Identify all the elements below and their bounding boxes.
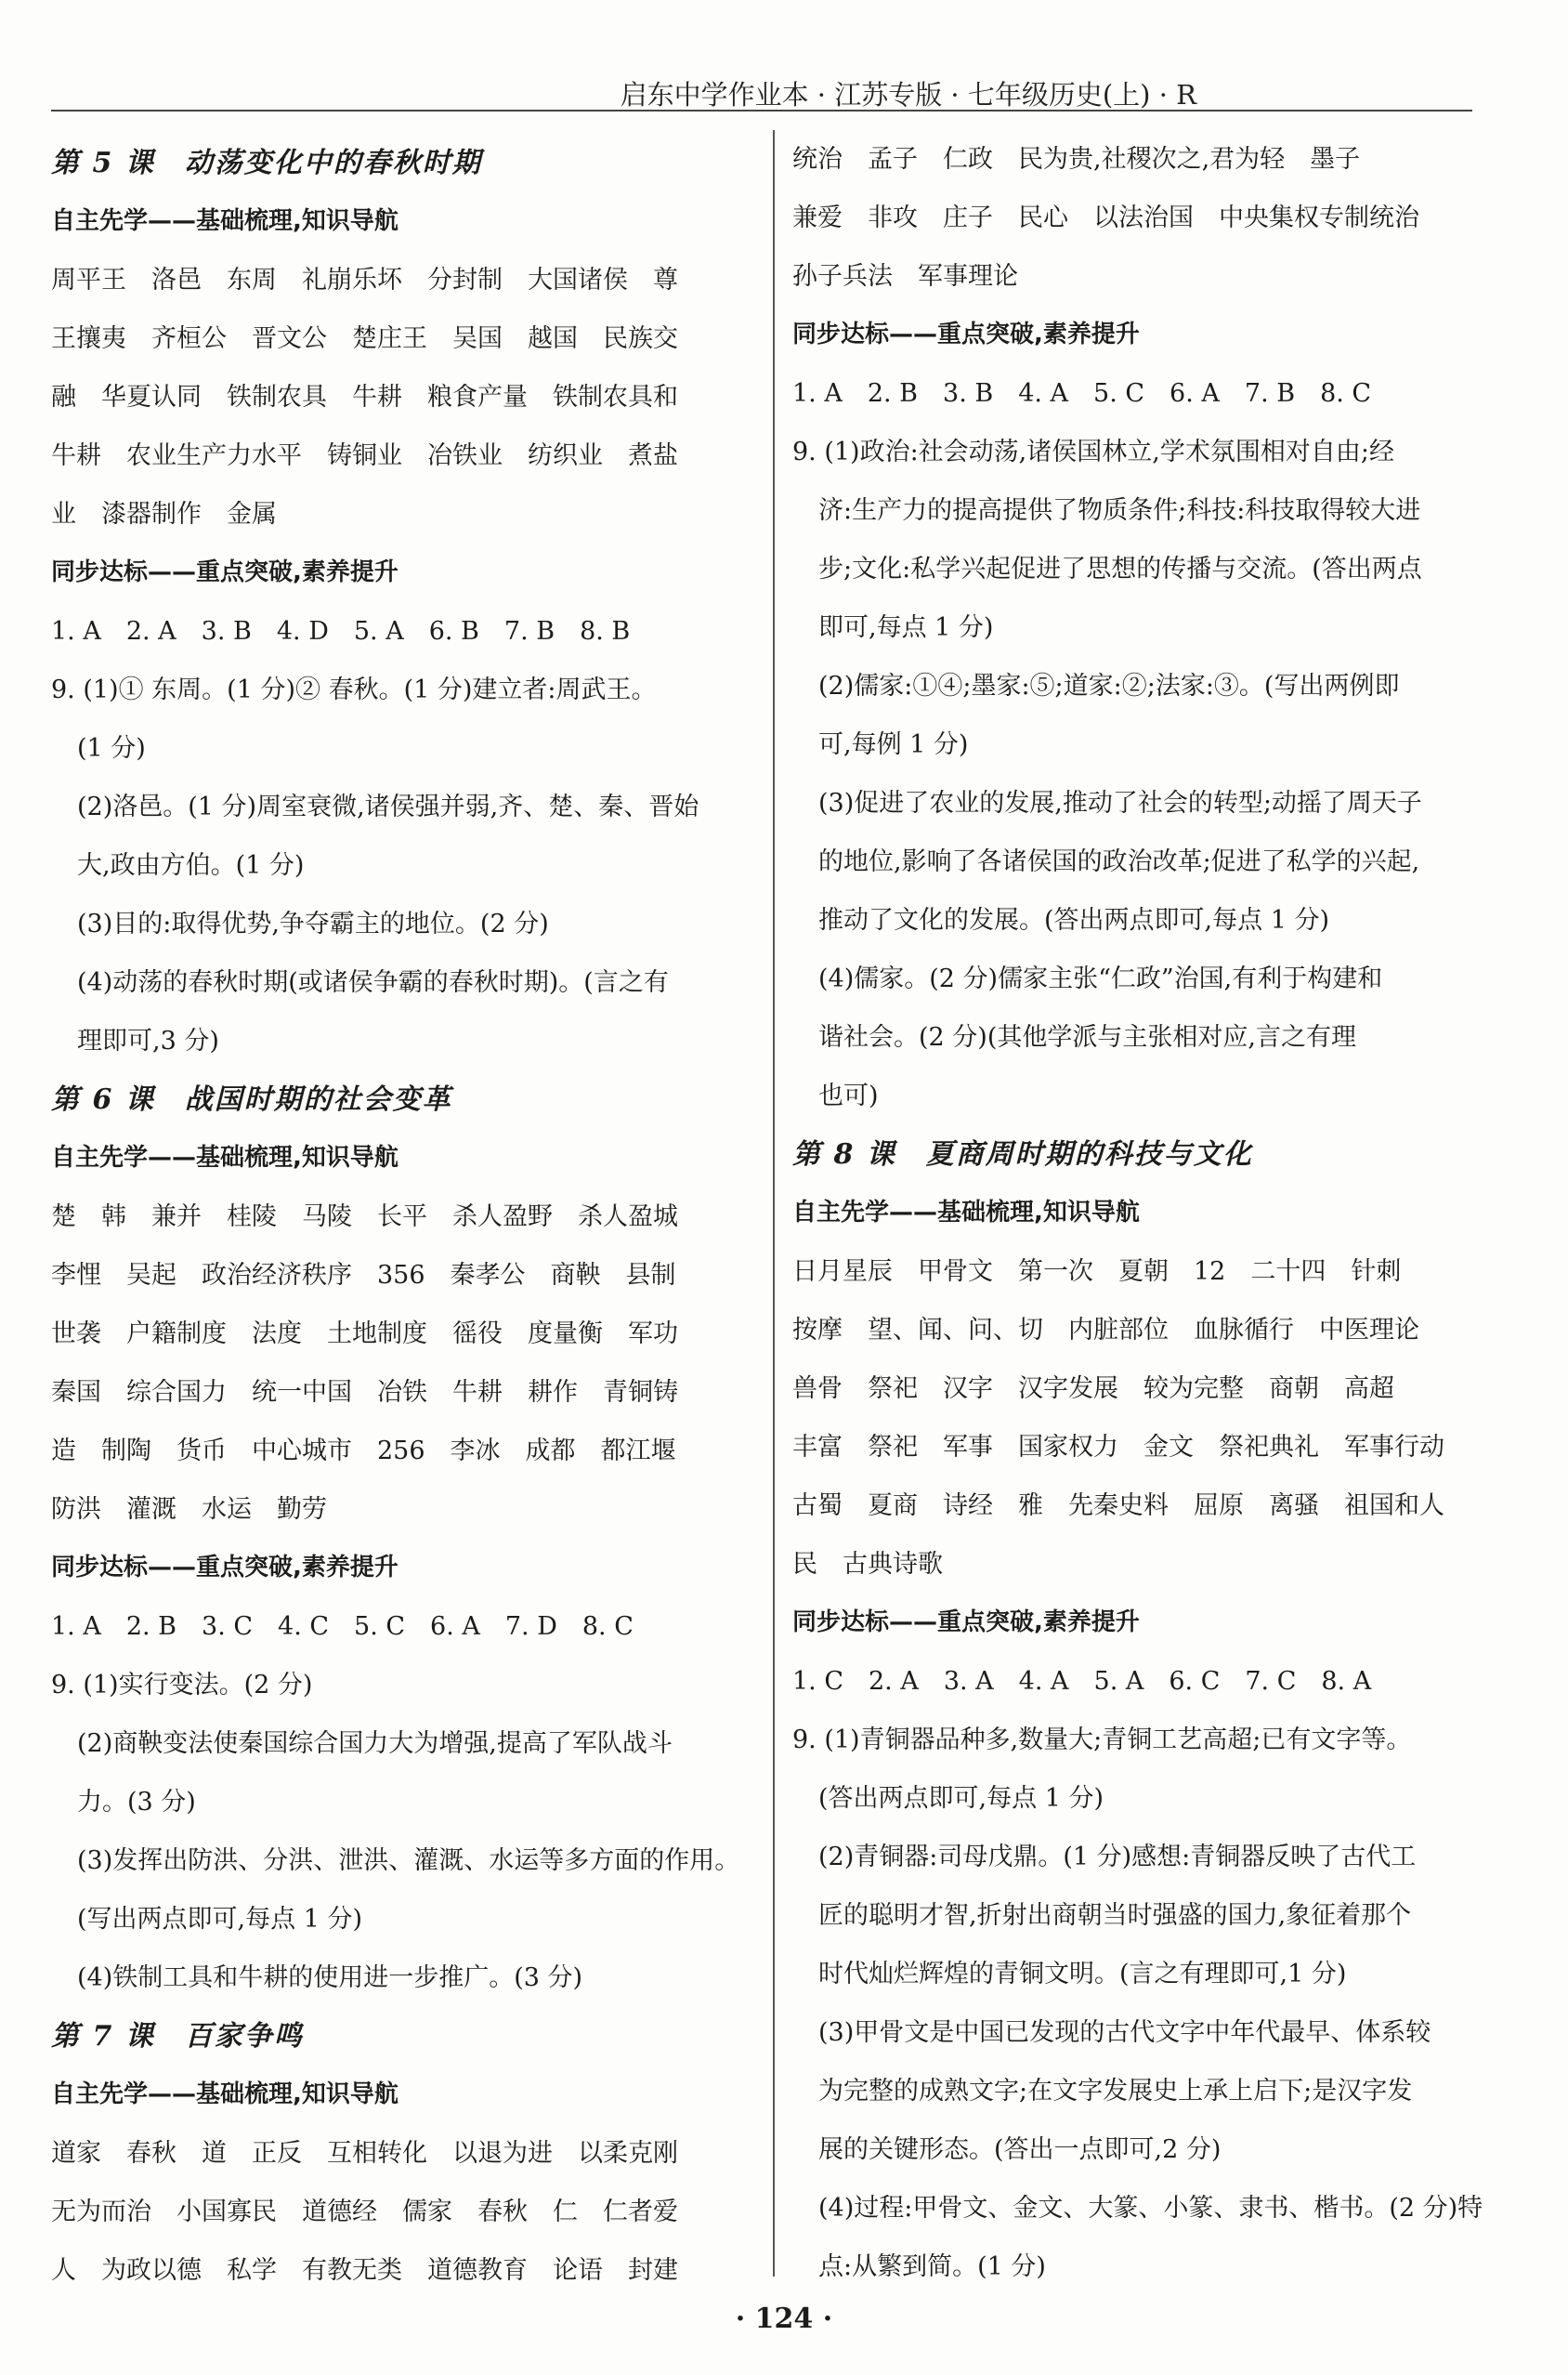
text-line: 孙子兵法 军事理论 bbox=[792, 262, 1018, 291]
text-line: 牛耕 农业生产力水平 铸铜业 冶铁业 纺织业 煮盐 bbox=[51, 441, 678, 470]
answer-line: 力。(3 分) bbox=[77, 1788, 196, 1817]
text-line: 按摩 望、闻、问、切 内脏部位 血脉循行 中医理论 bbox=[792, 1316, 1419, 1345]
answer-line: 展的关键形态。(答出一点即可,2 分) bbox=[818, 2135, 1222, 2164]
text-line: 1. A 2. B 3. B 4. A 5. C 6. A 7. B 8. C bbox=[792, 379, 1372, 408]
text-line: 无为而治 小国寡民 道德经 儒家 春秋 仁 仁者爱 bbox=[51, 2198, 678, 2226]
answer-line: (2)儒家:①④;墨家:⑤;道家:②;法家:③。(写出两例即 bbox=[818, 672, 1400, 701]
lesson-title: 第 7 课 百家争鸣 bbox=[51, 2020, 304, 2053]
text-line: 丰富 祭祀 军事 国家权力 金文 祭祀典礼 军事行动 bbox=[792, 1433, 1444, 1462]
answer-line: (4)儒家。(2 分)儒家主张“仁政”治国,有利于构建和 bbox=[818, 964, 1383, 993]
text-line: 道家 春秋 道 正反 互相转化 以退为进 以柔克刚 bbox=[51, 2139, 678, 2168]
lesson-title: 第 8 课 夏商周时期的科技与文化 bbox=[792, 1138, 1253, 1171]
text-line: 民 古典诗歌 bbox=[792, 1550, 943, 1579]
answer-line: 步;文化:私学兴起促进了思想的传播与交流。(答出两点 bbox=[818, 555, 1422, 584]
text-line: 李悝 吴起 政治经济秩序 356 秦孝公 商鞅 县制 bbox=[51, 1261, 676, 1290]
answer-line: 时代灿烂辉煌的青铜文明。(言之有理即可,1 分) bbox=[818, 1960, 1347, 1988]
answer-line: 谐社会。(2 分)(其他学派与主张相对应,言之有理 bbox=[818, 1023, 1356, 1052]
text-line: 1. A 2. B 3. C 4. C 5. C 6. A 7. D 8. C bbox=[51, 1612, 634, 1641]
text-line: 融 华夏认同 铁制农具 牛耕 粮食产量 铁制农具和 bbox=[51, 383, 678, 412]
answer-line: (4)动荡的春秋时期(或诸侯争霸的春秋时期)。(言之有 bbox=[77, 968, 669, 997]
answer-line: (3)甲骨文是中国已发现的古代文字中年代最早、体系较 bbox=[818, 2018, 1431, 2047]
column-divider bbox=[773, 130, 775, 2277]
answer-line: (写出两点即可,每点 1 分) bbox=[77, 1905, 362, 1934]
text-line: 9. (1)政治:社会动荡,诸侯国林立,学术氛围相对自由;经 bbox=[792, 438, 1394, 466]
answer-line: 济:生产力的提高提供了物质条件;科技:科技取得较大进 bbox=[818, 496, 1421, 525]
answer-line: (答出两点即可,每点 1 分) bbox=[818, 1784, 1104, 1813]
lesson-title: 第 6 课 战国时期的社会变革 bbox=[51, 1083, 452, 1116]
answer-line: 的地位,影响了各诸侯国的政治改革;促进了私学的兴起, bbox=[818, 847, 1420, 876]
left-column bbox=[51, 134, 762, 2300]
page-header bbox=[0, 0, 1568, 111]
answer-line: 推动了文化的发展。(答出两点即可,每点 1 分) bbox=[818, 906, 1329, 935]
page-number: · 124 · bbox=[735, 2303, 833, 2335]
text-line: 人 为政以德 私学 有教无类 道德教育 论语 封建 bbox=[51, 2256, 678, 2285]
text-line: 造 制陶 货币 中心城市 256 李冰 成都 都江堰 bbox=[51, 1437, 676, 1465]
text-line: 1. A 2. A 3. B 4. D 5. A 6. B 7. B 8. B bbox=[51, 617, 631, 646]
answer-line: (2)商鞅变法使秦国综合国力大为增强,提高了军队战斗 bbox=[77, 1729, 673, 1758]
answer-line: 即可,每点 1 分) bbox=[818, 613, 994, 642]
text-line: 王攘夷 齐桓公 晋文公 楚庄王 吴国 越国 民族交 bbox=[51, 324, 678, 353]
text-line: 日月星辰 甲骨文 第一次 夏朝 12 二十四 针刺 bbox=[792, 1257, 1402, 1286]
answer-line: (3)促进了农业的发展,推动了社会的转型;动摇了周天子 bbox=[818, 789, 1422, 818]
answer-line: (3)发挥出防洪、分洪、泄洪、灌溉、水运等多方面的作用。 bbox=[77, 1846, 740, 1875]
text-line: 秦国 综合国力 统一中国 冶铁 牛耕 耕作 青铜铸 bbox=[51, 1378, 678, 1407]
text-line: 世袭 户籍制度 法度 土地制度 徭役 度量衡 军功 bbox=[51, 1319, 678, 1348]
answer-line: (4)铁制工具和牛耕的使用进一步推广。(3 分) bbox=[77, 1963, 583, 1992]
answer-line: 理即可,3 分) bbox=[77, 1027, 219, 1056]
text-line: 古蜀 夏商 诗经 雅 先秦史料 屈原 离骚 祖国和人 bbox=[792, 1491, 1444, 1520]
section-heading: 同步达标——重点突破,素养提升 bbox=[792, 321, 1140, 348]
text-line: 统治 孟子 仁政 民为贵,社稷次之,君为轻 墨子 bbox=[792, 145, 1361, 174]
answer-line: (3)目的:取得优势,争夺霸主的地位。(2 分) bbox=[77, 910, 549, 938]
lesson-title: 第 5 课 动荡变化中的春秋时期 bbox=[51, 147, 482, 179]
answer-line: 点:从繁到简。(1 分) bbox=[818, 2252, 1046, 2281]
text-line: 楚 韩 兼并 桂陵 马陵 长平 杀人盈野 杀人盈城 bbox=[51, 1202, 678, 1231]
answer-line: (1 分) bbox=[77, 734, 146, 763]
answer-line: 匠的聪明才智,折射出商朝当时强盛的国力,象征着那个 bbox=[818, 1901, 1412, 1930]
text-line: 9. (1)① 东周。(1 分)② 春秋。(1 分)建立者:周武王。 bbox=[51, 676, 657, 704]
section-heading: 自主先学——基础梳理,知识导航 bbox=[51, 1144, 399, 1172]
section-heading: 同步达标——重点突破,素养提升 bbox=[51, 558, 399, 586]
answer-line: 也可) bbox=[818, 1082, 879, 1110]
answer-line: (2)青铜器:司母戊鼎。(1 分)感想:青铜器反映了古代工 bbox=[818, 1843, 1417, 1871]
answer-line: (2)洛邑。(1 分)周室衰微,诸侯强并弱,齐、楚、秦、晋始 bbox=[77, 793, 699, 821]
answer-line: 可,每例 1 分) bbox=[818, 730, 969, 759]
text-line: 兽骨 祭祀 汉字 汉字发展 较为完整 商朝 高超 bbox=[792, 1374, 1394, 1403]
answer-line: 大,政由方伯。(1 分) bbox=[77, 851, 305, 880]
text-line: 兼爱 非攻 庄子 民心 以法治国 中央集权专制统治 bbox=[792, 203, 1419, 232]
section-heading: 同步达标——重点突破,素养提升 bbox=[792, 1608, 1140, 1636]
text-line: 周平王 洛邑 东周 礼崩乐坏 分封制 大国诸侯 尊 bbox=[51, 266, 678, 295]
right-column bbox=[792, 130, 1494, 2296]
text-line: 业 漆器制作 金属 bbox=[51, 500, 277, 529]
answer-line: (4)过程:甲骨文、金文、大篆、小篆、隶书、楷书。(2 分)特 bbox=[818, 2194, 1483, 2223]
text-line: 防洪 灌溉 水运 勤劳 bbox=[51, 1495, 327, 1524]
text-line: 9. (1)实行变法。(2 分) bbox=[51, 1671, 313, 1699]
text-line: 9. (1)青铜器品种多,数量大;青铜工艺高超;已有文字等。 bbox=[792, 1725, 1412, 1754]
section-heading: 同步达标——重点突破,素养提升 bbox=[51, 1554, 399, 1581]
book-title: 启东中学作业本 · 江苏专版 · 七年级历史(上) · R bbox=[620, 79, 1196, 111]
header-rule bbox=[51, 110, 1472, 112]
answer-line: 为完整的成熟文字;在文字发展史上承上启下;是汉字发 bbox=[818, 2077, 1413, 2106]
section-heading: 自主先学——基础梳理,知识导航 bbox=[51, 207, 399, 235]
section-heading: 自主先学——基础梳理,知识导航 bbox=[792, 1199, 1140, 1227]
section-heading: 自主先学——基础梳理,知识导航 bbox=[51, 2080, 399, 2108]
text-line: 1. C 2. A 3. A 4. A 5. A 6. C 7. C 8. A bbox=[792, 1667, 1372, 1696]
